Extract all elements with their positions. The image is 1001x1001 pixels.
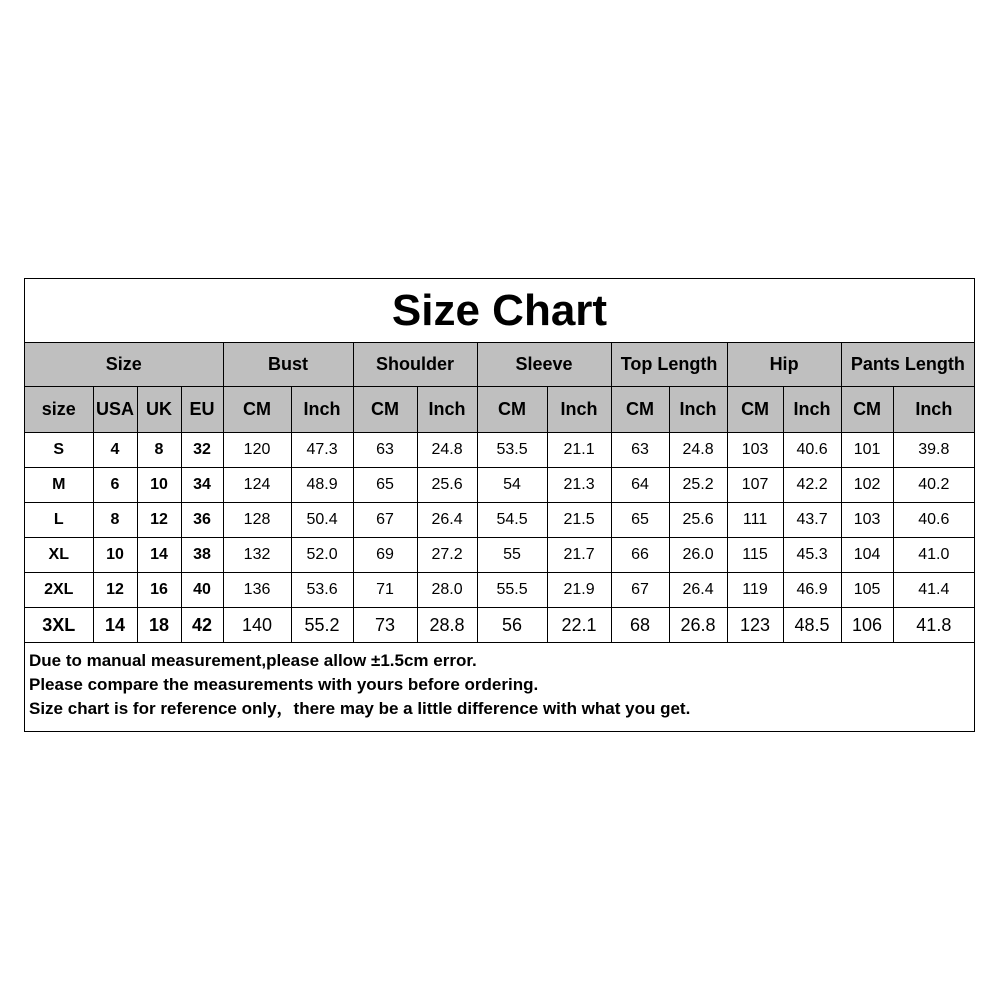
table-cell: 119 (727, 573, 783, 608)
table-row (25, 468, 974, 503)
group-header-hip: Hip (727, 343, 841, 387)
table-cell: 140 (223, 608, 291, 643)
table-cell: 36 (181, 503, 223, 538)
table-cell: 2XL (25, 573, 93, 608)
table-cell: 67 (353, 503, 417, 538)
table-cell: 69 (353, 538, 417, 573)
table-cell: 47.3 (291, 433, 353, 468)
table-row (25, 538, 974, 573)
table-cell: 106 (841, 608, 893, 643)
table-cell: 103 (841, 503, 893, 538)
note-line: Size chart is for reference only，there may be a little difference with what you get. (29, 699, 691, 718)
table-cell: 115 (727, 538, 783, 573)
table-cell: 21.7 (547, 538, 611, 573)
table-cell: 34 (181, 468, 223, 503)
table-cell: 14 (137, 538, 181, 573)
table-cell: 124 (223, 468, 291, 503)
table-cell: 54 (477, 468, 547, 503)
table-cell: 21.1 (547, 433, 611, 468)
table-cell: 65 (611, 503, 669, 538)
table-cell: 107 (727, 468, 783, 503)
table-cell: 40.6 (783, 433, 841, 468)
table-cell: 38 (181, 538, 223, 573)
table-cell: 26.0 (669, 538, 727, 573)
table-cell: 22.1 (547, 608, 611, 643)
sub-header-cell: Inch (783, 387, 841, 433)
table-cell: 53.6 (291, 573, 353, 608)
chart-title: Size Chart (25, 279, 974, 343)
group-header-top-length: Top Length (611, 343, 727, 387)
table-cell: 71 (353, 573, 417, 608)
group-header-sleeve: Sleeve (477, 343, 611, 387)
table-cell: 25.2 (669, 468, 727, 503)
table-cell: 63 (611, 433, 669, 468)
table-cell: 27.2 (417, 538, 477, 573)
sub-header-cell: CM (223, 387, 291, 433)
table-cell: 25.6 (417, 468, 477, 503)
table-row (25, 573, 974, 608)
table-cell: 8 (137, 433, 181, 468)
group-header-bust: Bust (223, 343, 353, 387)
table-cell: 123 (727, 608, 783, 643)
table-cell: 3XL (25, 608, 93, 643)
table-cell: 18 (137, 608, 181, 643)
table-cell: 54.5 (477, 503, 547, 538)
table-cell: 28.0 (417, 573, 477, 608)
table-cell: 136 (223, 573, 291, 608)
sub-header-cell: UK (137, 387, 181, 433)
table-cell: 24.8 (669, 433, 727, 468)
table-cell: 65 (353, 468, 417, 503)
table-cell: 55.5 (477, 573, 547, 608)
table-cell: 4 (93, 433, 137, 468)
table-cell: 67 (611, 573, 669, 608)
table-cell: 43.7 (783, 503, 841, 538)
table-cell: 73 (353, 608, 417, 643)
table-cell: 132 (223, 538, 291, 573)
table-row (25, 433, 974, 468)
table-cell: 14 (93, 608, 137, 643)
table-cell: 48.9 (291, 468, 353, 503)
table-cell: 128 (223, 503, 291, 538)
table-row (25, 503, 974, 538)
table-cell: 111 (727, 503, 783, 538)
table-cell: 12 (93, 573, 137, 608)
table-cell: 41.4 (893, 573, 974, 608)
table-cell: 63 (353, 433, 417, 468)
table-cell: 40 (181, 573, 223, 608)
table-cell: 6 (93, 468, 137, 503)
size-chart (24, 278, 975, 732)
table-cell: M (25, 468, 93, 503)
table-cell: 12 (137, 503, 181, 538)
table-cell: 8 (93, 503, 137, 538)
table-cell: 40.6 (893, 503, 974, 538)
table-cell: 28.8 (417, 608, 477, 643)
table-cell: 104 (841, 538, 893, 573)
sub-header-cell: CM (841, 387, 893, 433)
sub-header-cell: Inch (291, 387, 353, 433)
sub-header-cell: EU (181, 387, 223, 433)
table-cell: 41.0 (893, 538, 974, 573)
sub-header-cell: CM (353, 387, 417, 433)
group-header-shoulder: Shoulder (353, 343, 477, 387)
table-cell: L (25, 503, 93, 538)
sub-header-cell: Inch (547, 387, 611, 433)
table-cell: 105 (841, 573, 893, 608)
note-line: Please compare the measurements with yours before ordering. (29, 675, 539, 694)
group-header-pants-length: Pants Length (841, 343, 974, 387)
sub-header-row (25, 387, 974, 433)
table-cell: 66 (611, 538, 669, 573)
sub-header-cell: CM (611, 387, 669, 433)
sub-header-cell: Inch (669, 387, 727, 433)
table-cell: 52.0 (291, 538, 353, 573)
table-cell: 42 (181, 608, 223, 643)
table-cell: 64 (611, 468, 669, 503)
sub-header-cell: Inch (893, 387, 974, 433)
table-cell: 25.6 (669, 503, 727, 538)
table-cell: 10 (137, 468, 181, 503)
table-cell: 41.8 (893, 608, 974, 643)
table-cell: 42.2 (783, 468, 841, 503)
table-cell: 21.5 (547, 503, 611, 538)
table-cell: 45.3 (783, 538, 841, 573)
table-cell: 21.3 (547, 468, 611, 503)
size-table-body (25, 433, 974, 643)
table-cell: 26.4 (417, 503, 477, 538)
table-cell: 40.2 (893, 468, 974, 503)
table-cell: 26.8 (669, 608, 727, 643)
sub-header-cell: size (25, 387, 93, 433)
table-cell: 56 (477, 608, 547, 643)
table-cell: 16 (137, 573, 181, 608)
notes (29, 649, 690, 721)
sub-header-cell: CM (477, 387, 547, 433)
table-cell: S (25, 433, 93, 468)
table-cell: 68 (611, 608, 669, 643)
sub-header-cell: USA (93, 387, 137, 433)
table-cell: 101 (841, 433, 893, 468)
table-cell: 102 (841, 468, 893, 503)
table-cell: 39.8 (893, 433, 974, 468)
table-cell: 24.8 (417, 433, 477, 468)
table-cell: 48.5 (783, 608, 841, 643)
sub-header-cell: Inch (417, 387, 477, 433)
group-header-size: Size (25, 343, 223, 387)
table-cell: 46.9 (783, 573, 841, 608)
table-cell: 32 (181, 433, 223, 468)
table-cell: 55 (477, 538, 547, 573)
table-cell: 55.2 (291, 608, 353, 643)
table-cell: 53.5 (477, 433, 547, 468)
table-cell: 103 (727, 433, 783, 468)
table-cell: 21.9 (547, 573, 611, 608)
table-cell: 120 (223, 433, 291, 468)
table-cell: 10 (93, 538, 137, 573)
size-table (25, 343, 974, 643)
note-line: Due to manual measurement,please allow ±1.5cm error. (29, 651, 477, 670)
table-cell: 50.4 (291, 503, 353, 538)
sub-header-cell: CM (727, 387, 783, 433)
group-header-row (25, 343, 974, 387)
table-cell: 26.4 (669, 573, 727, 608)
table-row (25, 608, 974, 643)
table-cell: XL (25, 538, 93, 573)
